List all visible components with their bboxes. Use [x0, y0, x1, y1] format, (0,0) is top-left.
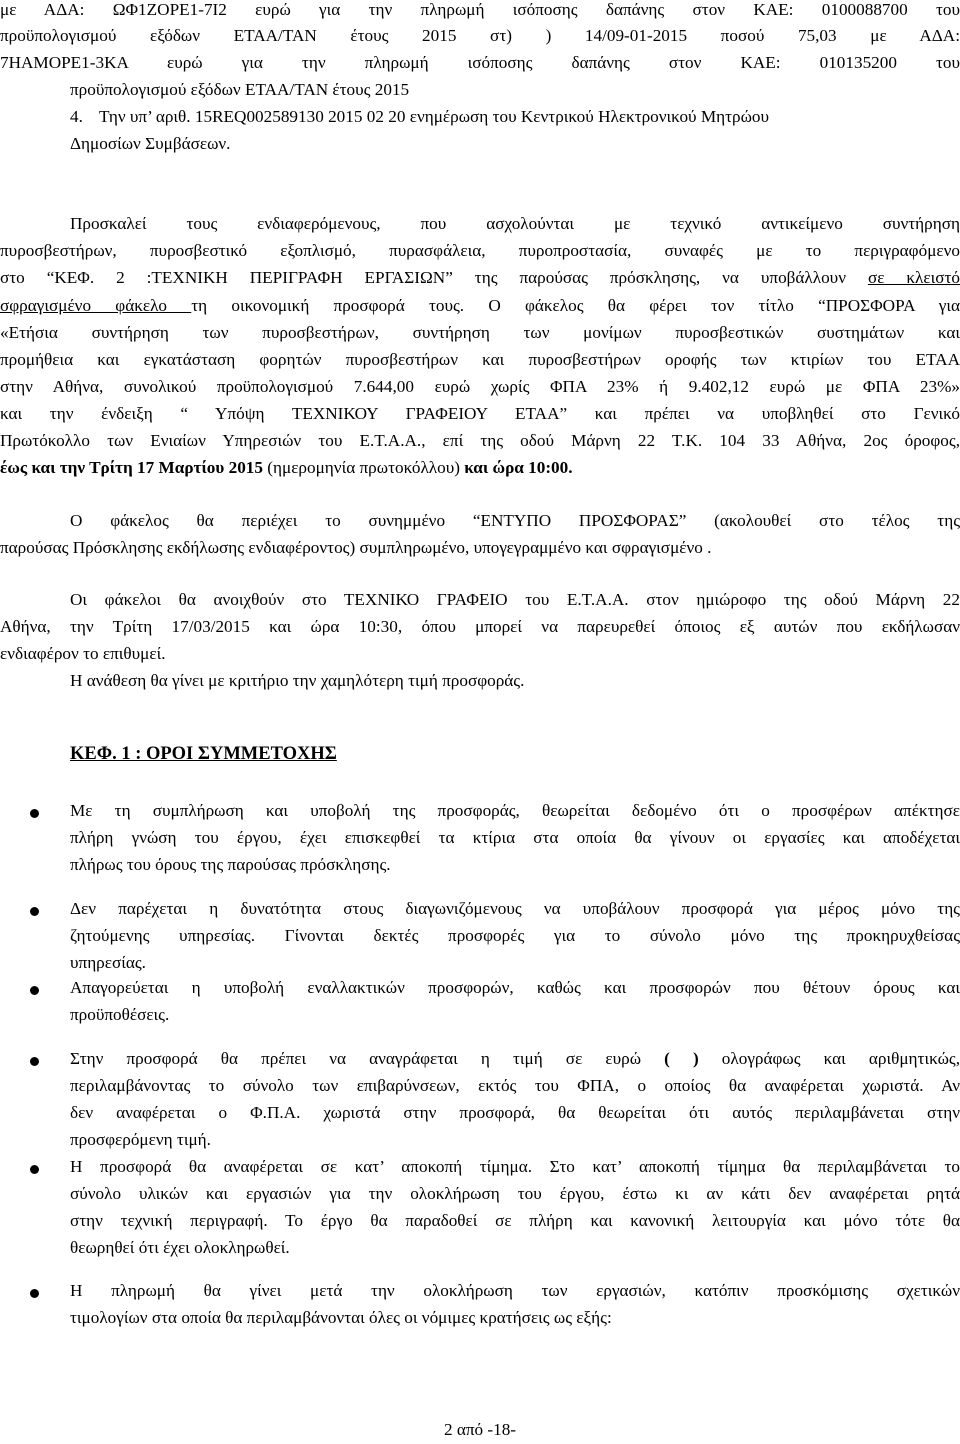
paragraph-line: Αθήνα, την Τρίτη 17/03/2015 και ώρα 10:30, όπου μπορεί να παρευρεθεί όποιος εξ αυτών που εκδήλωσαν — [0, 617, 960, 636]
bullet-icon — [30, 1165, 39, 1174]
bullet-text: Με τη συμπλήρωση και υποβολή της προσφοράς, θεωρείται δεδομένο ότι ο προσφέρων απέκτησε — [70, 801, 960, 820]
underlined-text: σφραγισμένο φάκελο — [0, 296, 192, 315]
bullet-text: Η πληρωμή θα γίνει μετά την ολοκλήρωση των εργασιών, κατόπιν προσκόμισης σχετικών — [70, 1281, 960, 1300]
bullet-icon — [30, 986, 39, 995]
section-heading: ΚΕΦ. 1 : ΟΡΟΙ ΣΥΜΜΕΤΟΧΗΣ — [70, 744, 337, 764]
bullet-text — [70, 1049, 960, 1069]
paragraph-line: παρούσας Πρόσκλησης εκδήλωσης ενδιαφέροντος) συμπληρωμένο, υπογεγραμμένο και σφραγισμένο . — [0, 538, 712, 557]
paragraph-line — [0, 296, 960, 316]
bullet-text: προσφερόμενη τιμή. — [70, 1130, 211, 1149]
text-run: στο “ΚΕΦ. 2 :ΤΕΧΝΙΚΗ ΠΕΡΙΓΡΑΦΗ ΕΡΓΑΣΙΩΝ” της παρούσας πρόσκλησης, να υποβάλλουν — [0, 268, 868, 287]
page-number: 2 από -18- — [443, 1420, 517, 1439]
bullet-text: σύνολο υλικών και εργασιών για την ολοκλήρωση του έργου, έστω κι αν κάτι δεν αναφέρεται ρητά — [70, 1184, 960, 1203]
bold-text: έως και την Τρίτη 17 Μαρτίου 2015 — [0, 458, 263, 477]
paragraph-line: Οι φάκελοι θα ανοιχθούν στο ΤΕΧΝΙΚΟ ΓΡΑΦΕΙΟ του Ε.Τ.Α.Α. στον ημιώροφο της οδού Μάρνη 22 — [70, 590, 960, 609]
paragraph-line: προμήθεια και εγκατάσταση φορητών πυροσβεστήρων και πυροσβεστήρων οροφής των κτιρίων του ΕΤΑΑ — [0, 350, 960, 369]
text-run: (ημερομηνία πρωτοκόλλου) — [262, 458, 465, 477]
paragraph-line: ενδιαφέρον το επιθυμεί. — [0, 644, 166, 663]
paragraph-line: Η ανάθεση θα γίνει με κριτήριο την χαμηλότερη τιμή προσφοράς. — [70, 671, 525, 690]
paragraph-line — [0, 458, 573, 478]
bold-text: και ώρα 10:00. — [464, 458, 573, 477]
bullet-text: περιλαμβάνοντας το σύνολο των επιβαρύνσεων, εκτός του ΦΠΑ, ο οποίος θα αναφέρεται χωριστά. Αν — [70, 1076, 960, 1095]
bullet-text: ζητούμενης υπηρεσίας. Γίνονται δεκτές προσφορές για το σύνολο μόνο της προκηρυχθείσας — [70, 926, 960, 945]
paragraph-line — [0, 268, 960, 288]
paragraph-line: Πρωτόκολλο των Ενιαίων Υπηρεσιών του Ε.Τ.Α.Α., επί της οδού Μάρνη 22 Τ.Κ. 104 33 Αθήνα, 2ος όροφος, — [0, 431, 960, 450]
intro-line: προϋπολογισμού εξόδων ΕΤΑΑ/ΤΑΝ έτους 2015 — [70, 80, 410, 99]
bullet-text: θεωρηθεί ότι έχει ολοκληρωθεί. — [70, 1238, 290, 1257]
bullet-text: Η προσφορά θα αναφέρεται σε κατ’ αποκοπή τίμημα. Στο κατ’ αποκοπή τίμημα θα περιλαμβάνεται το — [70, 1157, 960, 1176]
bullet-text: Δεν παρέχεται η δυνατότητα στους διαγωνιζόμενους να υποβάλουν προσφορά για μέρος μόνο της — [70, 899, 960, 918]
paragraph-line: Ο φάκελος θα περιέχει το συνημμένο “ΕΝΤΥΠΟ ΠΡΟΣΦΟΡΑΣ” (ακολουθεί στο τέλος της — [70, 511, 960, 530]
bullet-text: πλήρως του όρους της παρούσας πρόσκλησης. — [70, 855, 391, 874]
bold-text: ( ) — [664, 1049, 699, 1068]
paragraph-line: «Ετήσια συντήρηση των πυροσβεστήρων, συντήρηση των μονίμων πυροσβεστικών συστημάτων και — [0, 323, 960, 342]
paragraph-line: Προσκαλεί τους ενδιαφερόμενους, που ασχολούνται με τεχνικό αντικείμενο συντήρηση — [70, 214, 960, 233]
underlined-text: σε κλειστό — [867, 268, 960, 287]
intro-line: με ΑΔΑ: ΩΦ1ΖΟΡΕ1-7Ι2 ευρώ για την πληρωμή ισόποσης δαπάνης στον ΚΑΕ: 0100088700 του — [0, 0, 960, 19]
bullet-text: στην τεχνική περιγραφή. Το έργο θα παραδοθεί σε πλήρη και κανονική λειτουργία και μόνο τότε θα — [70, 1211, 960, 1230]
bullet-icon — [30, 907, 39, 916]
paragraph-line: πυροσβεστήρων, πυροσβεστικό εξοπλισμό, πυρασφάλεια, πυροπροστασία, συναφές με το περιγραφόμενο — [0, 241, 960, 260]
bullet-text: υπηρεσίας. — [70, 953, 146, 972]
paragraph-line: στην Αθήνα, συνολικού προϋπολογισμού 7.644,00 ευρώ χωρίς ΦΠΑ 23% ή 9.402,12 ευρώ με ΦΠΑ 23%» — [0, 377, 960, 396]
paragraph-line: και την ένδειξη “ Υπόψη ΤΕΧΝΙΚΟΥ ΓΡΑΦΕΙΟΥ ΕΤΑΑ” και πρέπει να υποβληθεί στο Γενικό — [0, 404, 960, 423]
list-item-text: Την υπ’ αριθ. 15REQ002589130 2015 02 20 ενημέρωση του Κεντρικού Ηλεκτρονικού Μητρώου — [99, 107, 770, 126]
text-run: Στην προσφορά θα πρέπει να αναγράφεται η τιμή σε ευρώ — [70, 1049, 665, 1068]
list-item-text: Δημοσίων Συμβάσεων. — [70, 134, 231, 153]
text-run: τη οικονομική προσφορά τους. Ο φάκελος θα φέρει τον τίτλο “ΠΡΟΣΦΟΡΑ για — [191, 296, 960, 315]
bullet-text: τιμολογίων στα οποία θα περιλαμβάνονται όλες οι νόμιμες κρατήσεις ως εξής: — [70, 1308, 612, 1327]
bullet-icon — [30, 1057, 39, 1066]
intro-line: προϋπολογισμού εξόδων ΕΤΑΑ/ΤΑΝ έτους 2015 στ) ) 14/09-01-2015 ποσού 75,03 με ΑΔΑ: — [0, 26, 960, 45]
bullet-text: προϋποθέσεις. — [70, 1005, 170, 1024]
intro-line: 7ΗΑΜΟΡΕ1-3ΚΑ ευρώ για την πληρωμή ισόποσης δαπάνης στον ΚΑΕ: 010135200 του — [0, 53, 960, 72]
list-number: 4. — [70, 107, 83, 126]
bullet-text: πλήρη γνώση του έργου, έχει επισκεφθεί τα κτίρια στα οποία θα γίνουν οι εργασίες και αποδέχεται — [70, 828, 960, 847]
bullet-text: Απαγορεύεται η υποβολή εναλλακτικών προσφορών, καθώς και προσφορών που θέτουν όρους και — [70, 978, 960, 997]
bullet-icon — [30, 809, 39, 818]
text-run: ολογράφως και αριθμητικώς, — [698, 1049, 960, 1068]
bullet-text: δεν αναφέρεται ο Φ.Π.Α. χωριστά στην προσφορά, θα θεωρείται ότι αυτός περιλαμβάνεται στην — [70, 1103, 960, 1122]
bullet-icon — [30, 1289, 39, 1298]
